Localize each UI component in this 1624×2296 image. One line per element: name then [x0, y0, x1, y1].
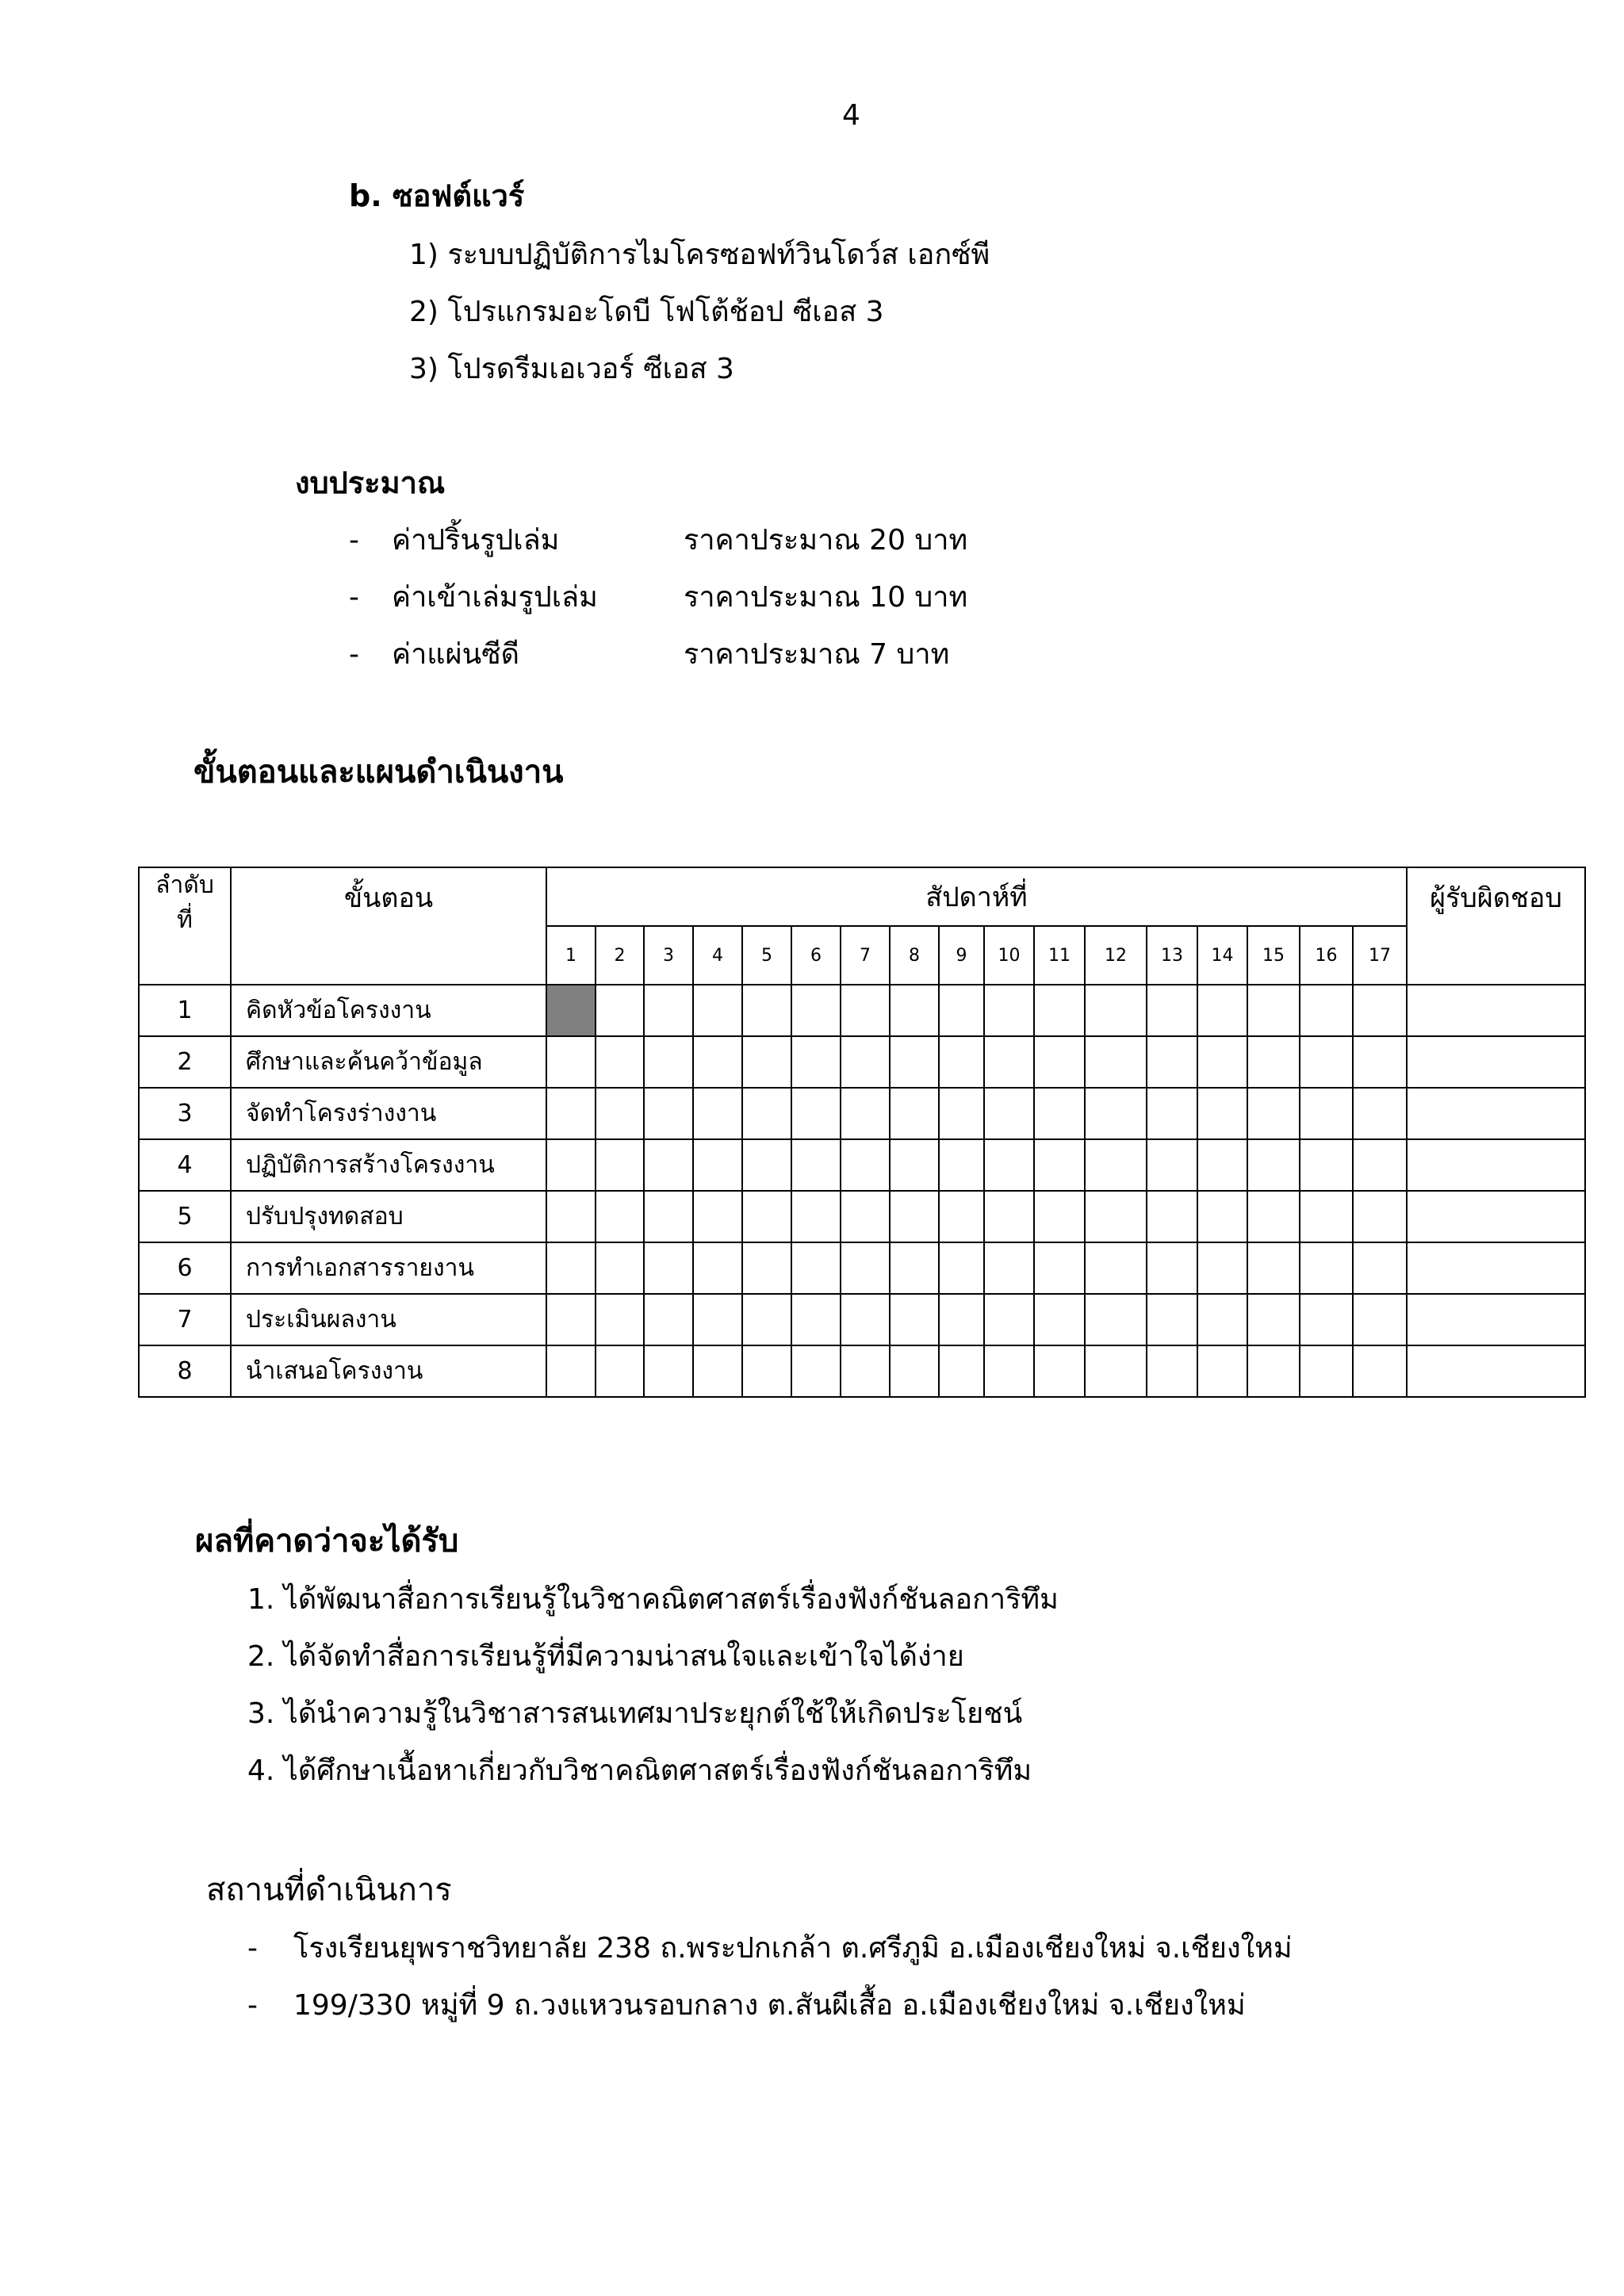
- schedule-cell: [791, 1139, 841, 1191]
- schedule-cell: [546, 1191, 596, 1242]
- row-order-number: 3: [139, 1088, 231, 1139]
- schedule-cell: [1085, 1345, 1147, 1397]
- week-number-header: 5: [742, 926, 791, 985]
- budget-dash: -: [349, 524, 359, 557]
- schedule-cell: [1247, 1088, 1300, 1139]
- schedule-cell: [1247, 1036, 1300, 1088]
- schedule-cell: [1034, 1294, 1085, 1345]
- schedule-cell: [1147, 1294, 1197, 1345]
- schedule-cell: [841, 1036, 890, 1088]
- row-owner-cell: [1407, 1242, 1585, 1294]
- schedule-cell: [1147, 1242, 1197, 1294]
- schedule-cell: [1247, 1345, 1300, 1397]
- schedule-cell: [1034, 1345, 1085, 1397]
- schedule-cell: [939, 1294, 984, 1345]
- schedule-cell: [1147, 1036, 1197, 1088]
- schedule-cell: [742, 1345, 791, 1397]
- column-header-order: [139, 867, 231, 985]
- column-header-owner: ผู้รับผิดชอบ: [1407, 867, 1585, 985]
- schedule-cell: [984, 1088, 1034, 1139]
- schedule-cell: [939, 1139, 984, 1191]
- schedule-cell: [890, 1191, 939, 1242]
- schedule-cell: [596, 985, 644, 1036]
- schedule-cell: [984, 1036, 1034, 1088]
- week-number-header: 6: [791, 926, 841, 985]
- schedule-cell: [984, 1191, 1034, 1242]
- schedule-cell: [693, 1191, 742, 1242]
- schedule-cell: [1197, 1139, 1247, 1191]
- schedule-cell: [791, 1242, 841, 1294]
- results-heading: ผลที่คาดว่าจะได้รับ: [195, 1523, 459, 1559]
- schedule-cell: [1247, 1242, 1300, 1294]
- schedule-cell: [644, 1088, 693, 1139]
- schedule-cell: [1085, 1036, 1147, 1088]
- table-row: [139, 1139, 1585, 1191]
- row-step-name: นำเสนอโครงงาน: [231, 1345, 546, 1397]
- schedule-cell: [791, 1345, 841, 1397]
- schedule-cell: [939, 1088, 984, 1139]
- schedule-cell: [1197, 1294, 1247, 1345]
- schedule-cell: [742, 1036, 791, 1088]
- budget-item-name: ค่าเข้าเล่มรูปเล่ม: [392, 581, 598, 614]
- schedule-cell-filled: [546, 985, 596, 1036]
- software-item: 2) โปรแกรมอะโดบี โฟโต้ช้อป ซีเอส 3: [409, 296, 884, 328]
- schedule-cell: [841, 1088, 890, 1139]
- schedule-cell: [742, 1088, 791, 1139]
- schedule-cell: [841, 1242, 890, 1294]
- column-header-step: ขั้นตอน: [231, 867, 546, 985]
- row-order-number: 5: [139, 1191, 231, 1242]
- schedule-cell: [939, 1345, 984, 1397]
- schedule-cell: [693, 1345, 742, 1397]
- schedule-cell: [1147, 1088, 1197, 1139]
- budget-dash: -: [349, 581, 359, 614]
- schedule-cell: [939, 1191, 984, 1242]
- row-order-number: 6: [139, 1242, 231, 1294]
- row-owner-cell: [1407, 1036, 1585, 1088]
- schedule-cell: [1147, 1191, 1197, 1242]
- software-heading: b. ซอฟต์แวร์: [349, 178, 525, 213]
- week-number-header: 9: [939, 926, 984, 985]
- schedule-cell: [1247, 985, 1300, 1036]
- week-number-header: 15: [1247, 926, 1300, 985]
- schedule-cell: [596, 1088, 644, 1139]
- schedule-cell: [742, 1242, 791, 1294]
- schedule-cell: [1034, 1191, 1085, 1242]
- schedule-cell: [546, 1139, 596, 1191]
- results-item: 4. ได้ศึกษาเนื้อหาเกี่ยวกับวิชาคณิตศาสตร์เรื่องฟังก์ชันลอการิทึม: [247, 1755, 1032, 1787]
- schedule-cell: [1353, 1294, 1407, 1345]
- schedule-cell: [841, 1294, 890, 1345]
- schedule-cell: [546, 1036, 596, 1088]
- schedule-cell: [1034, 1139, 1085, 1191]
- plan-table: [138, 867, 1586, 1398]
- schedule-cell: [890, 1345, 939, 1397]
- schedule-cell: [596, 1345, 644, 1397]
- schedule-cell: [939, 1036, 984, 1088]
- schedule-cell: [1247, 1294, 1300, 1345]
- week-number-header: 1: [546, 926, 596, 985]
- schedule-cell: [1300, 1191, 1353, 1242]
- schedule-cell: [791, 1294, 841, 1345]
- row-owner-cell: [1407, 1345, 1585, 1397]
- schedule-cell: [1197, 985, 1247, 1036]
- row-order-number: 2: [139, 1036, 231, 1088]
- schedule-cell: [791, 1088, 841, 1139]
- schedule-cell: [841, 1191, 890, 1242]
- software-item: 1) ระบบปฏิบัติการไมโครซอฟท์วินโดว์ส เอกซ์พี: [409, 239, 990, 271]
- results-item: 2. ได้จัดทำสื่อการเรียนรู้ที่มีความน่าสนใจและเข้าใจได้ง่าย: [247, 1640, 964, 1673]
- week-number-header: 17: [1353, 926, 1407, 985]
- schedule-cell: [596, 1242, 644, 1294]
- location-item: โรงเรียนยุพราชวิทยาลัย 238 ถ.พระปกเกล้า ต.ศรีภูมิ อ.เมืองเชียงใหม่ จ.เชียงใหม่: [293, 1932, 1293, 1965]
- schedule-cell: [984, 985, 1034, 1036]
- table-row: [139, 1088, 1585, 1139]
- location-dash: -: [247, 1989, 258, 2022]
- schedule-cell: [1353, 1088, 1407, 1139]
- row-order-number: 8: [139, 1345, 231, 1397]
- schedule-cell: [742, 1294, 791, 1345]
- schedule-cell: [841, 1345, 890, 1397]
- results-item: 1. ได้พัฒนาสื่อการเรียนรู้ในวิชาคณิตศาสตร์เรื่องฟังก์ชันลอการิทึม: [247, 1583, 1059, 1616]
- budget-item-name: ค่าปริ้นรูปเล่ม: [392, 524, 560, 557]
- schedule-cell: [1147, 1139, 1197, 1191]
- table-row: [139, 1036, 1585, 1088]
- column-header-order-line2: ที่: [177, 906, 193, 934]
- schedule-cell: [1247, 1191, 1300, 1242]
- schedule-cell: [939, 1242, 984, 1294]
- schedule-cell: [1300, 1242, 1353, 1294]
- schedule-cell: [1353, 1345, 1407, 1397]
- schedule-cell: [742, 985, 791, 1036]
- schedule-cell: [1247, 1139, 1300, 1191]
- schedule-cell: [984, 1294, 1034, 1345]
- row-step-name: การทำเอกสารรายงาน: [231, 1242, 546, 1294]
- schedule-cell: [890, 1088, 939, 1139]
- page-number: 4: [842, 99, 860, 132]
- week-number-header: 16: [1300, 926, 1353, 985]
- budget-item-name: ค่าแผ่นซีดี: [392, 638, 520, 671]
- budget-item-price: ราคาประมาณ 10 บาท: [684, 581, 968, 614]
- location-item: 199/330 หมู่ที่ 9 ถ.วงแหวนรอบกลาง ต.สันผีเสื้อ อ.เมืองเชียงใหม่ จ.เชียงใหม่: [293, 1989, 1246, 2022]
- schedule-cell: [644, 1345, 693, 1397]
- table-row: [139, 1191, 1585, 1242]
- schedule-cell: [693, 1036, 742, 1088]
- week-number-header: 14: [1197, 926, 1247, 985]
- schedule-cell: [546, 1345, 596, 1397]
- schedule-cell: [693, 1139, 742, 1191]
- schedule-cell: [791, 985, 841, 1036]
- week-number-header: 13: [1147, 926, 1197, 985]
- schedule-cell: [984, 1242, 1034, 1294]
- schedule-cell: [644, 985, 693, 1036]
- schedule-cell: [644, 1191, 693, 1242]
- schedule-cell: [1085, 1294, 1147, 1345]
- schedule-cell: [1300, 1345, 1353, 1397]
- schedule-cell: [1034, 985, 1085, 1036]
- row-order-number: 1: [139, 985, 231, 1036]
- schedule-cell: [791, 1191, 841, 1242]
- week-number-header: 2: [596, 926, 644, 985]
- row-owner-cell: [1407, 1191, 1585, 1242]
- schedule-cell: [1197, 1191, 1247, 1242]
- week-number-header: 12: [1085, 926, 1147, 985]
- week-number-header: 11: [1034, 926, 1085, 985]
- schedule-cell: [841, 985, 890, 1036]
- schedule-cell: [1300, 985, 1353, 1036]
- schedule-cell: [644, 1242, 693, 1294]
- row-step-name: ปฏิบัติการสร้างโครงงาน: [231, 1139, 546, 1191]
- row-step-name: จัดทำโครงร่างงาน: [231, 1088, 546, 1139]
- schedule-cell: [791, 1036, 841, 1088]
- schedule-cell: [742, 1191, 791, 1242]
- row-owner-cell: [1407, 1294, 1585, 1345]
- schedule-cell: [1353, 985, 1407, 1036]
- schedule-cell: [1197, 1345, 1247, 1397]
- schedule-cell: [546, 1242, 596, 1294]
- schedule-cell: [546, 1294, 596, 1345]
- schedule-cell: [693, 1242, 742, 1294]
- week-number-header: 8: [890, 926, 939, 985]
- schedule-cell: [693, 985, 742, 1036]
- schedule-cell: [1197, 1242, 1247, 1294]
- schedule-cell: [546, 1088, 596, 1139]
- row-step-name: ศึกษาและค้นคว้าข้อมูล: [231, 1036, 546, 1088]
- schedule-cell: [742, 1139, 791, 1191]
- location-heading: สถานที่ดำเนินการ: [206, 1872, 452, 1908]
- software-item: 3) โปรดรีมเอเวอร์ ซีเอส 3: [409, 353, 734, 385]
- row-step-name: ปรับปรุงทดสอบ: [231, 1191, 546, 1242]
- row-step-name: คิดหัวข้อโครงงาน: [231, 985, 546, 1036]
- schedule-cell: [644, 1036, 693, 1088]
- schedule-cell: [939, 985, 984, 1036]
- schedule-cell: [596, 1191, 644, 1242]
- location-dash: -: [247, 1932, 258, 1965]
- schedule-cell: [1300, 1294, 1353, 1345]
- schedule-cell: [984, 1139, 1034, 1191]
- table-row: [139, 1294, 1585, 1345]
- row-step-name: ประเมินผลงาน: [231, 1294, 546, 1345]
- week-number-header: 3: [644, 926, 693, 985]
- schedule-cell: [890, 1294, 939, 1345]
- schedule-cell: [1085, 1139, 1147, 1191]
- table-row: [139, 985, 1585, 1036]
- schedule-cell: [1197, 1036, 1247, 1088]
- schedule-cell: [1034, 1036, 1085, 1088]
- schedule-cell: [890, 1139, 939, 1191]
- row-owner-cell: [1407, 1139, 1585, 1191]
- week-number-header: 7: [841, 926, 890, 985]
- schedule-cell: [644, 1139, 693, 1191]
- schedule-cell: [596, 1139, 644, 1191]
- schedule-cell: [1147, 985, 1197, 1036]
- schedule-cell: [1085, 1191, 1147, 1242]
- schedule-cell: [1034, 1242, 1085, 1294]
- budget-item-price: ราคาประมาณ 20 บาท: [684, 524, 968, 557]
- row-order-number: 7: [139, 1294, 231, 1345]
- schedule-cell: [1300, 1036, 1353, 1088]
- schedule-cell: [1353, 1139, 1407, 1191]
- table-row: [139, 1345, 1585, 1397]
- column-header-order-line1: ลำดับ: [155, 871, 214, 899]
- column-header-weeks: สัปดาห์ที่: [546, 867, 1407, 926]
- schedule-cell: [890, 1242, 939, 1294]
- schedule-cell: [1085, 1088, 1147, 1139]
- schedule-cell: [1085, 985, 1147, 1036]
- schedule-cell: [1353, 1191, 1407, 1242]
- schedule-cell: [596, 1036, 644, 1088]
- schedule-cell: [1300, 1139, 1353, 1191]
- schedule-cell: [890, 985, 939, 1036]
- schedule-cell: [1034, 1088, 1085, 1139]
- row-order-number: 4: [139, 1139, 231, 1191]
- budget-item-price: ราคาประมาณ 7 บาท: [684, 638, 950, 671]
- schedule-cell: [841, 1139, 890, 1191]
- budget-heading: งบประมาณ: [295, 465, 446, 500]
- budget-dash: -: [349, 638, 359, 671]
- results-item: 3. ได้นำความรู้ในวิชาสารสนเทศมาประยุกต์ใช้ให้เกิดประโยชน์: [247, 1697, 1023, 1730]
- row-owner-cell: [1407, 1088, 1585, 1139]
- schedule-cell: [596, 1294, 644, 1345]
- schedule-cell: [1085, 1242, 1147, 1294]
- week-number-header: 4: [693, 926, 742, 985]
- schedule-cell: [1197, 1088, 1247, 1139]
- schedule-cell: [693, 1088, 742, 1139]
- schedule-cell: [890, 1036, 939, 1088]
- schedule-cell: [984, 1345, 1034, 1397]
- week-number-header: 10: [984, 926, 1034, 985]
- row-owner-cell: [1407, 985, 1585, 1036]
- schedule-cell: [644, 1294, 693, 1345]
- schedule-cell: [693, 1294, 742, 1345]
- table-row: [139, 1242, 1585, 1294]
- schedule-cell: [1353, 1242, 1407, 1294]
- schedule-cell: [1300, 1088, 1353, 1139]
- schedule-cell: [1353, 1036, 1407, 1088]
- schedule-cell: [1147, 1345, 1197, 1397]
- plan-heading: ขั้นตอนและแผนดำเนินงาน: [193, 754, 564, 790]
